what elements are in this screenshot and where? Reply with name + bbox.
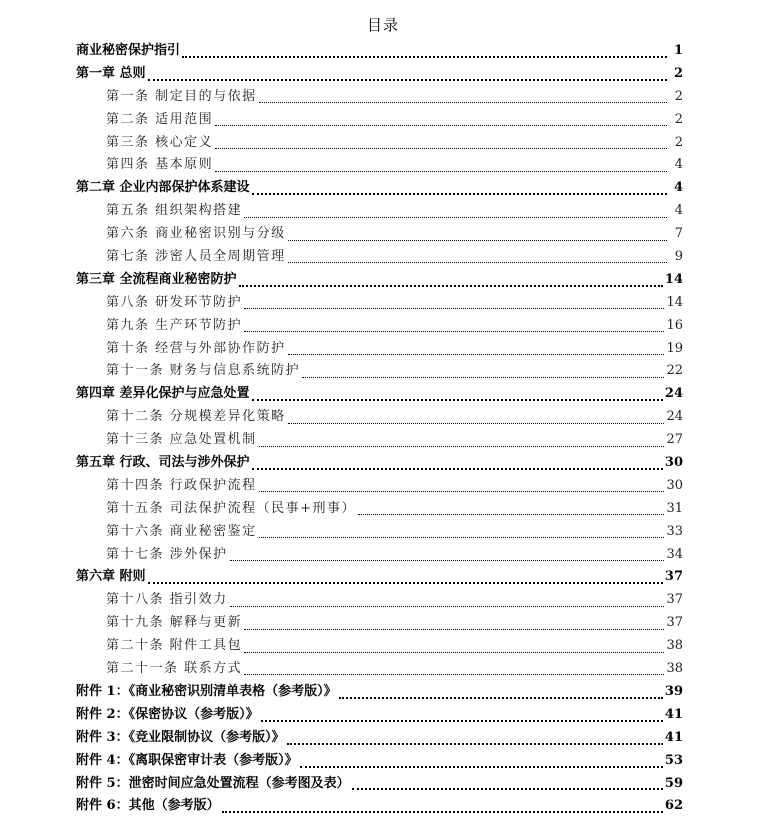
toc-entry-page: 37 bbox=[666, 615, 683, 631]
toc-entry[interactable] bbox=[76, 132, 683, 155]
toc-entry-label: 附件 5：泄密时间应急处置流程（参考图及表） bbox=[76, 775, 350, 791]
dot-leader bbox=[215, 170, 667, 172]
dot-leader bbox=[288, 261, 667, 263]
toc-entry[interactable] bbox=[76, 635, 683, 658]
toc-entry[interactable] bbox=[76, 177, 683, 200]
toc-entry[interactable] bbox=[76, 681, 683, 704]
dot-leader bbox=[244, 673, 664, 675]
toc-entry[interactable] bbox=[76, 246, 683, 269]
toc-entry-page: 38 bbox=[666, 661, 683, 677]
dot-leader bbox=[182, 55, 667, 58]
toc-entry-page: 2 bbox=[674, 134, 683, 150]
toc-entry[interactable] bbox=[76, 40, 683, 63]
toc-entry-page: 4 bbox=[674, 157, 683, 173]
toc-entry-label: 第十六条 商业秘密鉴定 bbox=[106, 523, 257, 539]
dot-leader bbox=[215, 147, 667, 149]
toc-entry-page: 62 bbox=[664, 798, 683, 814]
toc-entry-page: 27 bbox=[666, 432, 683, 448]
toc-entry-page: 4 bbox=[673, 180, 683, 196]
dot-leader bbox=[339, 696, 663, 699]
dot-leader bbox=[288, 353, 665, 355]
toc-entry-page: 33 bbox=[666, 523, 683, 539]
toc-entry-label: 附件 1：《商业秘密识别清单表格（参考版）》 bbox=[76, 683, 337, 699]
toc-entry-page: 4 bbox=[674, 203, 683, 219]
toc-entry[interactable] bbox=[76, 727, 683, 750]
dot-leader bbox=[244, 628, 664, 630]
toc-entry-page: 37 bbox=[666, 592, 683, 608]
dot-leader bbox=[288, 422, 665, 424]
toc-entry-page: 2 bbox=[674, 111, 683, 127]
toc-entry-page: 2 bbox=[674, 88, 683, 104]
toc-entry-label: 第十四条 行政保护流程 bbox=[106, 477, 257, 493]
toc-entry-label: 第二条 适用范围 bbox=[106, 111, 214, 127]
toc-entry[interactable] bbox=[76, 292, 683, 315]
toc-entry-page: 59 bbox=[664, 775, 683, 791]
toc-entry[interactable] bbox=[76, 795, 683, 818]
toc-entry-page: 39 bbox=[664, 683, 683, 699]
dot-leader bbox=[230, 605, 665, 607]
toc-entry-label: 第六章 附则 bbox=[76, 569, 146, 585]
toc-entry-page: 30 bbox=[664, 455, 683, 471]
dot-leader bbox=[252, 467, 663, 470]
toc-entry-label: 第七条 涉密人员全周期管理 bbox=[106, 249, 286, 265]
toc-entry-page: 30 bbox=[666, 477, 683, 493]
toc-entry-label: 第十七条 涉外保护 bbox=[106, 546, 228, 562]
toc-entry[interactable] bbox=[76, 658, 683, 681]
toc-entry[interactable] bbox=[76, 429, 683, 452]
toc-entry-label: 第十一条 财务与信息系统防护 bbox=[106, 363, 301, 379]
toc-entry[interactable] bbox=[76, 338, 683, 361]
dot-leader bbox=[352, 787, 663, 790]
dot-leader bbox=[244, 330, 664, 332]
toc-entry-page: 31 bbox=[666, 500, 683, 516]
dot-leader bbox=[230, 559, 665, 561]
toc-entry-label: 附件 3：《竞业限制协议（参考版）》 bbox=[76, 729, 285, 745]
toc-entry-label: 第四条 基本原则 bbox=[106, 157, 214, 173]
toc-entry-page: 34 bbox=[666, 546, 683, 562]
toc-entry-label: 第三条 核心定义 bbox=[106, 134, 214, 150]
toc-entry-label: 第四章 差异化保护与应急处置 bbox=[76, 386, 250, 402]
dot-leader bbox=[358, 513, 664, 515]
toc-entry-label: 第十五条 司法保护流程（民事+刑事） bbox=[106, 500, 357, 516]
dot-leader bbox=[239, 284, 663, 287]
toc-entry-label: 第二十条 附件工具包 bbox=[106, 638, 243, 654]
dot-leader bbox=[288, 239, 667, 241]
toc-entry-page: 53 bbox=[664, 752, 683, 768]
toc-entry-label: 第五条 组织架构搭建 bbox=[106, 203, 243, 219]
dot-leader bbox=[259, 536, 665, 538]
dot-leader bbox=[244, 307, 664, 309]
toc-entry-label: 第十八条 指引效力 bbox=[106, 592, 228, 608]
dot-leader bbox=[302, 376, 664, 378]
toc-entry[interactable] bbox=[76, 360, 683, 383]
toc-entry[interactable] bbox=[76, 544, 683, 567]
toc-entry-page: 24 bbox=[666, 409, 683, 425]
toc-entry-page: 38 bbox=[666, 638, 683, 654]
dot-leader bbox=[252, 398, 663, 401]
dot-leader bbox=[244, 651, 664, 653]
toc-entry[interactable] bbox=[76, 200, 683, 223]
toc-entry[interactable] bbox=[76, 63, 683, 86]
toc-entry-label: 第九条 生产环节防护 bbox=[106, 317, 243, 333]
toc-entry-label: 附件 2：《保密协议（参考版）》 bbox=[76, 706, 259, 722]
toc-entry-label: 第八条 研发环节防护 bbox=[106, 294, 243, 310]
toc-entry-label: 附件 6：其他（参考版） bbox=[76, 798, 220, 814]
toc-entry-label: 第二章 企业内部保护体系建设 bbox=[76, 180, 250, 196]
dot-leader bbox=[148, 581, 663, 584]
toc-entry-label: 第六条 商业秘密识别与分级 bbox=[106, 226, 286, 242]
toc-entry[interactable] bbox=[76, 589, 683, 612]
toc-entry-page: 22 bbox=[666, 363, 683, 379]
toc-entry[interactable] bbox=[76, 750, 683, 773]
toc-entry[interactable] bbox=[76, 269, 683, 292]
dot-leader bbox=[244, 216, 667, 218]
toc-entry-label: 第五章 行政、司法与涉外保护 bbox=[76, 455, 250, 471]
dot-leader bbox=[215, 124, 667, 126]
toc-entry[interactable] bbox=[76, 566, 683, 589]
toc-entry-label: 第三章 全流程商业秘密防护 bbox=[76, 271, 237, 287]
toc-title: 目录 bbox=[366, 16, 399, 34]
toc-entry-page: 2 bbox=[673, 65, 683, 81]
toc-entry[interactable] bbox=[76, 223, 683, 246]
toc-entry[interactable] bbox=[76, 86, 683, 109]
toc-entry-page: 9 bbox=[674, 249, 683, 265]
toc-entry-label: 第一章 总则 bbox=[76, 65, 146, 81]
toc-entry[interactable] bbox=[76, 154, 683, 177]
toc-entry[interactable] bbox=[76, 612, 683, 635]
toc-entry-page: 14 bbox=[664, 271, 683, 287]
toc-entry[interactable] bbox=[76, 773, 683, 796]
toc-entry-page: 41 bbox=[664, 706, 683, 722]
toc-entry-page: 24 bbox=[664, 386, 683, 402]
toc-entry-label: 第十九条 解释与更新 bbox=[106, 615, 243, 631]
dot-leader bbox=[259, 101, 667, 103]
toc-entry[interactable] bbox=[76, 452, 683, 475]
toc-entry-label: 第二十一条 联系方式 bbox=[106, 661, 243, 677]
toc-entry-label: 商业秘密保护指引 bbox=[76, 43, 181, 58]
dot-leader bbox=[259, 445, 665, 447]
toc-entry[interactable] bbox=[76, 704, 683, 727]
toc-entry-page: 1 bbox=[673, 43, 683, 58]
table-of-contents bbox=[76, 40, 683, 818]
toc-entry-page: 19 bbox=[666, 340, 683, 356]
toc-entry-label: 第十条 经营与外部协作防护 bbox=[106, 340, 286, 356]
dot-leader bbox=[148, 78, 667, 81]
dot-leader bbox=[252, 192, 667, 195]
toc-entry[interactable] bbox=[76, 109, 683, 132]
toc-entry-label: 第一条 制定目的与依据 bbox=[106, 88, 257, 104]
toc-entry-label: 第十三条 应急处置机制 bbox=[106, 432, 257, 448]
toc-entry-label: 附件 4：《离职保密审计表（参考版）》 bbox=[76, 752, 298, 768]
toc-entry-page: 14 bbox=[666, 294, 683, 310]
toc-entry[interactable] bbox=[76, 406, 683, 429]
toc-entry[interactable] bbox=[76, 383, 683, 406]
toc-entry[interactable] bbox=[76, 521, 683, 544]
dot-leader bbox=[287, 742, 663, 745]
toc-entry[interactable] bbox=[76, 475, 683, 498]
dot-leader bbox=[261, 719, 663, 722]
dot-leader bbox=[259, 490, 665, 492]
toc-entry[interactable] bbox=[76, 315, 683, 338]
dot-leader bbox=[222, 810, 663, 813]
toc-entry[interactable] bbox=[76, 498, 683, 521]
toc-entry-page: 7 bbox=[674, 226, 683, 242]
toc-entry-page: 37 bbox=[664, 569, 683, 585]
toc-entry-page: 41 bbox=[664, 729, 683, 745]
dot-leader bbox=[300, 765, 663, 768]
toc-entry-page: 16 bbox=[666, 317, 683, 333]
toc-entry-label: 第十二条 分规模差异化策略 bbox=[106, 409, 286, 425]
